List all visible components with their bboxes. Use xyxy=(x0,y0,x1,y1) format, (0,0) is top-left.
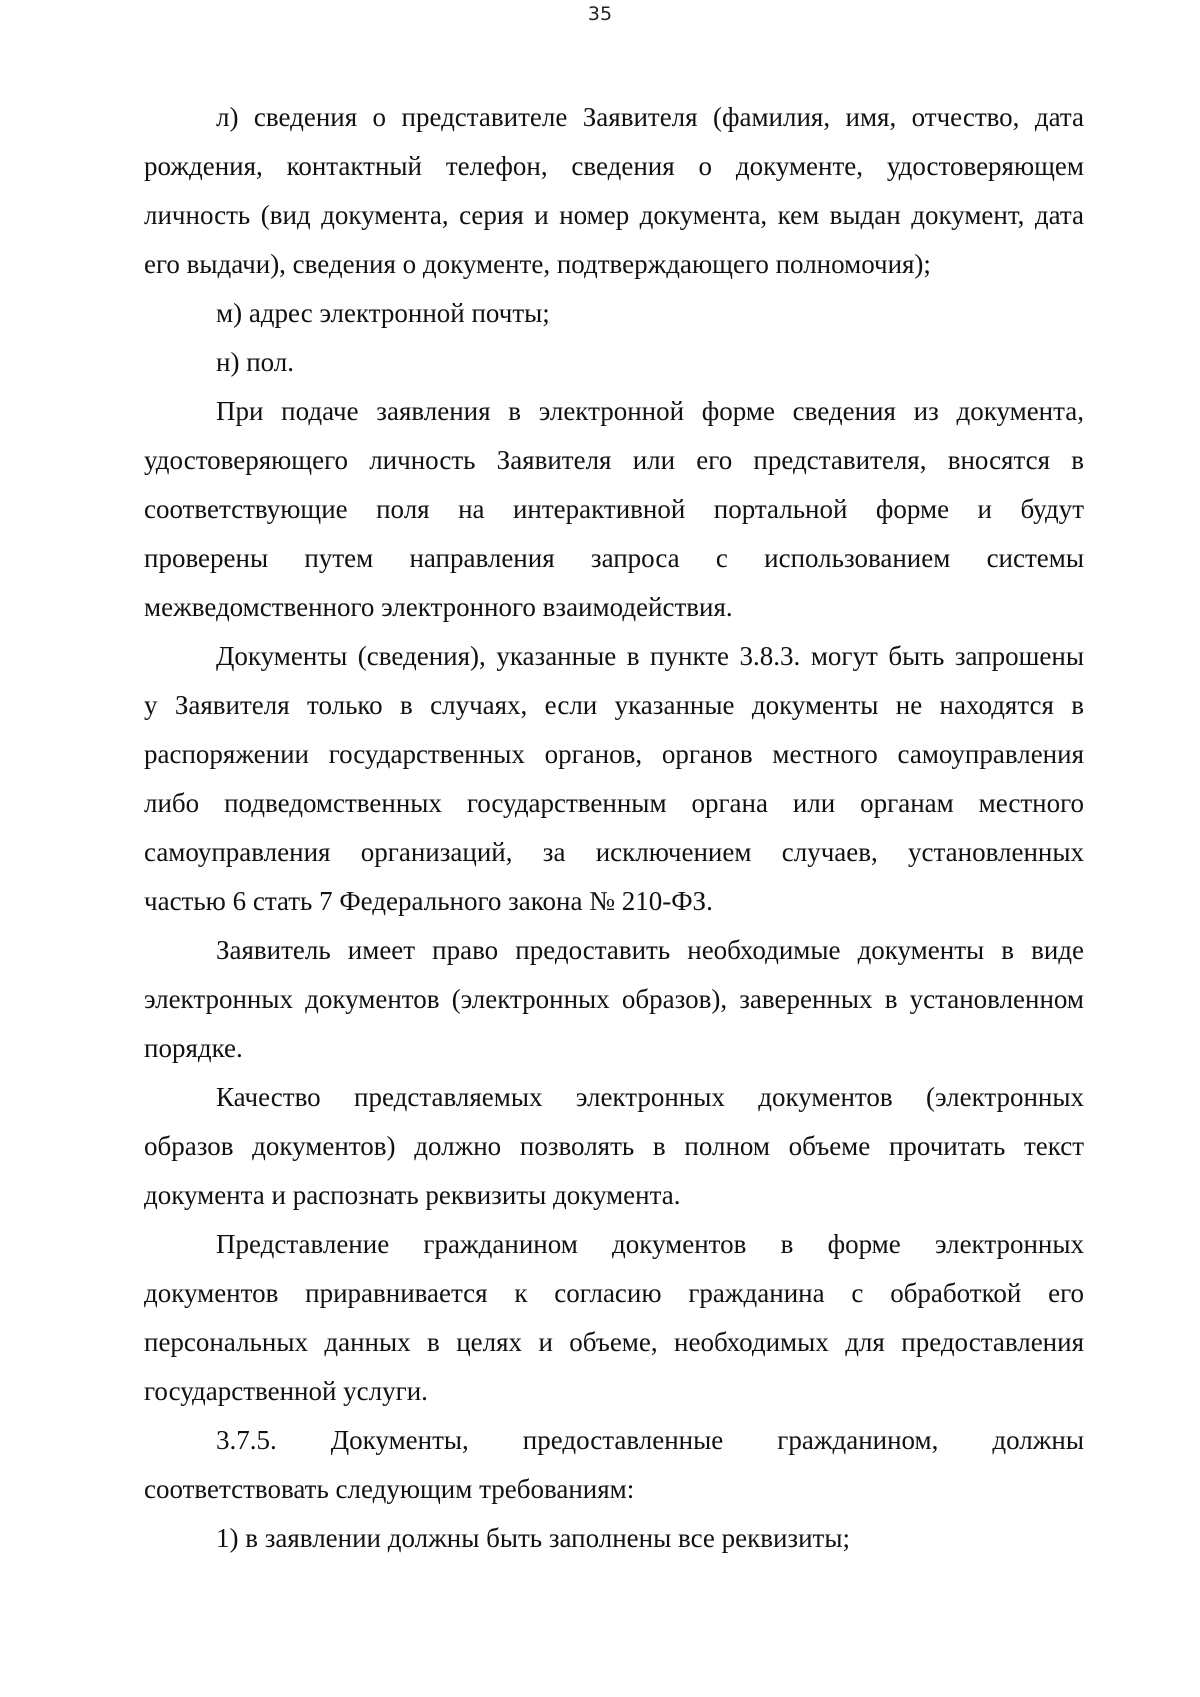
paragraph-n xyxy=(144,338,1084,387)
text-line: государственной услуги. xyxy=(144,1376,428,1406)
paragraph-quality xyxy=(144,1073,1084,1220)
text-line: самоуправления организаций, за исключением случаев, установленных xyxy=(144,837,1084,867)
text-line: соответствующие поля на интерактивной портальной форме и будут xyxy=(144,494,1084,524)
paragraph-documents-info xyxy=(144,632,1084,926)
text-line: Документы (сведения), указанные в пункте 3.8.3. могут быть запрошены xyxy=(216,641,1084,671)
text-line: личность (вид документа, серия и номер документа, кем выдан документ, дата xyxy=(144,200,1084,230)
text-line: рождения, контактный телефон, сведения о документе, удостоверяющем xyxy=(144,151,1084,181)
paragraph-l xyxy=(144,93,1084,289)
document-body xyxy=(144,93,1084,1563)
page-number: 35 xyxy=(587,3,613,25)
text-line: л) сведения о представителе Заявителя (фамилия, имя, отчество, дата xyxy=(216,102,1084,132)
text-line: межведомственного электронного взаимодействия. xyxy=(144,592,733,622)
text-line: соответствовать следующим требованиям: xyxy=(144,1474,635,1504)
text-line: Качество представляемых электронных документов (электронных xyxy=(216,1082,1084,1112)
text-line: порядке. xyxy=(144,1033,243,1063)
text-line: частью 6 стать 7 Федерального закона № 210-ФЗ. xyxy=(144,886,713,916)
paragraph-applicant-right xyxy=(144,926,1084,1073)
paragraph-m xyxy=(144,289,1084,338)
text-line: электронных документов (электронных образов), заверенных в установленном xyxy=(144,984,1084,1014)
text-line: документа и распознать реквизиты документа. xyxy=(144,1180,681,1210)
text-line: образов документов) должно позволять в полном объеме прочитать текст xyxy=(144,1131,1084,1161)
paragraph-requirement-1 xyxy=(144,1514,1084,1563)
text-line: распоряжении государственных органов, органов местного самоуправления xyxy=(144,739,1084,769)
text-line: н) пол. xyxy=(216,347,295,377)
text-line: удостоверяющего личность Заявителя или его представителя, вносятся в xyxy=(144,445,1084,475)
text-line: При подаче заявления в электронной форме сведения из документа, xyxy=(216,396,1084,426)
text-line: его выдачи), сведения о документе, подтверждающего полномочия); xyxy=(144,249,931,279)
text-line: либо подведомственных государственным органа или органам местного xyxy=(144,788,1084,818)
text-line: у Заявителя только в случаях, если указанные документы не находятся в xyxy=(144,690,1084,720)
paragraph-electronic-form xyxy=(144,387,1084,632)
text-line: 3.7.5. Документы, предоставленные гражданином, должны xyxy=(216,1425,1084,1455)
paragraph-3-7-5 xyxy=(144,1416,1084,1514)
text-line: м) адрес электронной почты; xyxy=(216,298,550,328)
text-line: персональных данных в целях и объеме, необходимых для предоставления xyxy=(144,1327,1084,1357)
text-line: Заявитель имеет право предоставить необходимые документы в виде xyxy=(216,935,1084,965)
text-line: Представление гражданином документов в форме электронных xyxy=(216,1229,1084,1259)
paragraph-consent xyxy=(144,1220,1084,1416)
text-line: 1) в заявлении должны быть заполнены все реквизиты; xyxy=(216,1523,850,1553)
text-line: проверены путем направления запроса с использованием системы xyxy=(144,543,1084,573)
text-line: документов приравнивается к согласию гражданина с обработкой его xyxy=(144,1278,1084,1308)
